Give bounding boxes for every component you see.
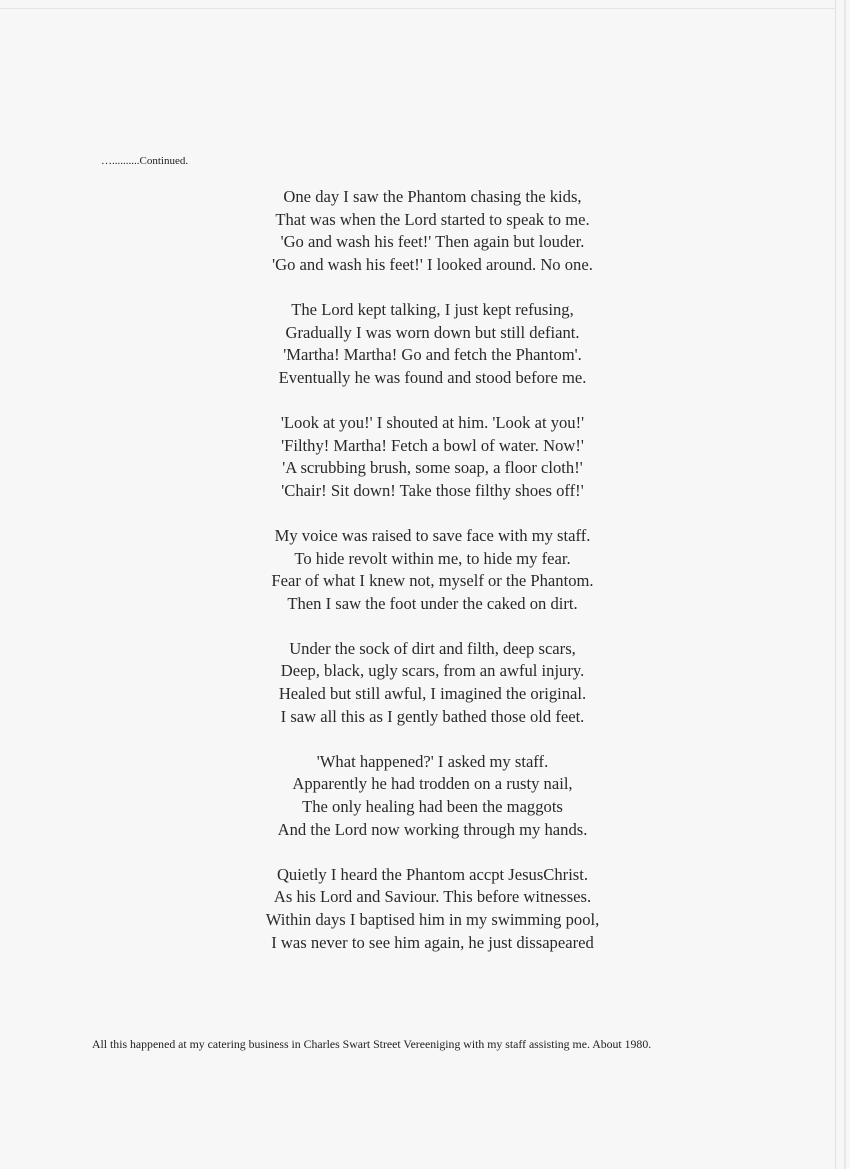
poem-line: The Lord kept talking, I just kept refusing,: [291, 299, 574, 319]
stanza: [0, 864, 850, 954]
poem: [0, 186, 850, 977]
poem-line: I saw all this as I gently bathed those old feet.: [280, 706, 585, 726]
poem-line: 'Filthy! Martha! Fetch a bowl of water. Now!': [281, 435, 584, 455]
stanza: [0, 412, 850, 502]
poem-line: And the Lord now working through my hands.: [277, 819, 588, 839]
stanza: [0, 638, 850, 728]
poem-line: My voice was raised to save face with my staff.: [274, 525, 591, 545]
poem-line: 'Go and wash his feet!' Then again but louder.: [280, 232, 585, 252]
stanza: [0, 525, 850, 615]
stanza: [0, 751, 850, 841]
poem-line: Under the sock of dirt and filth, deep scars,: [289, 638, 576, 658]
poem-line: I was never to see him again, he just dissapeared: [271, 932, 594, 952]
poem-line: The only healing had been the maggots: [302, 797, 563, 817]
poem-line: One day I saw the Phantom chasing the kids,: [283, 187, 582, 206]
poem-line: 'Go and wash his feet!' I looked around. No one.: [272, 254, 593, 274]
stanza: [0, 299, 850, 389]
continued-label: …..........Continued.: [101, 155, 189, 167]
poem-line: 'Martha! Martha! Go and fetch the Phantom'.: [283, 345, 582, 365]
poem-line: Then I saw the foot under the caked on dirt.: [287, 593, 578, 613]
poem-line: Within days I baptised him in my swimming pool,: [265, 910, 600, 929]
poem-line: As his Lord and Saviour. This before witnesses.: [273, 887, 592, 907]
poem-line: 'What happened?' I asked my staff.: [316, 751, 549, 771]
poem-line: Quietly I heard the Phantom accpt JesusChrist.: [276, 864, 589, 884]
poem-line: That was when the Lord started to speak to me.: [275, 209, 590, 229]
poem-line: Fear of what I knew not, myself or the Phantom.: [271, 571, 594, 591]
poem-line: 'Chair! Sit down! Take those filthy shoes off!': [281, 480, 584, 500]
poem-line: To hide revolt within me, to hide my fear.: [294, 548, 571, 568]
poem-line: Deep, black, ugly scars, from an awful injury.: [280, 661, 585, 681]
poem-line: Gradually I was worn down but still defiant.: [285, 322, 580, 342]
poem-line: Eventually he was found and stood before me.: [278, 367, 587, 387]
poem-line: Apparently he had trodden on a rusty nail,: [292, 774, 573, 794]
poem-line: 'A scrubbing brush, some soap, a floor cloth!': [282, 458, 583, 478]
stanza: [0, 186, 850, 276]
poem-line: 'Look at you!' I shouted at him. 'Look at you!': [280, 412, 585, 432]
poem-line: Healed but still awful, I imagined the original.: [278, 684, 587, 704]
scan-top-edge: [0, 8, 836, 9]
footer-note: All this happened at my catering business in Charles Swart Street Vereeniging with my staff assisting me. About 1980.: [92, 1037, 652, 1051]
